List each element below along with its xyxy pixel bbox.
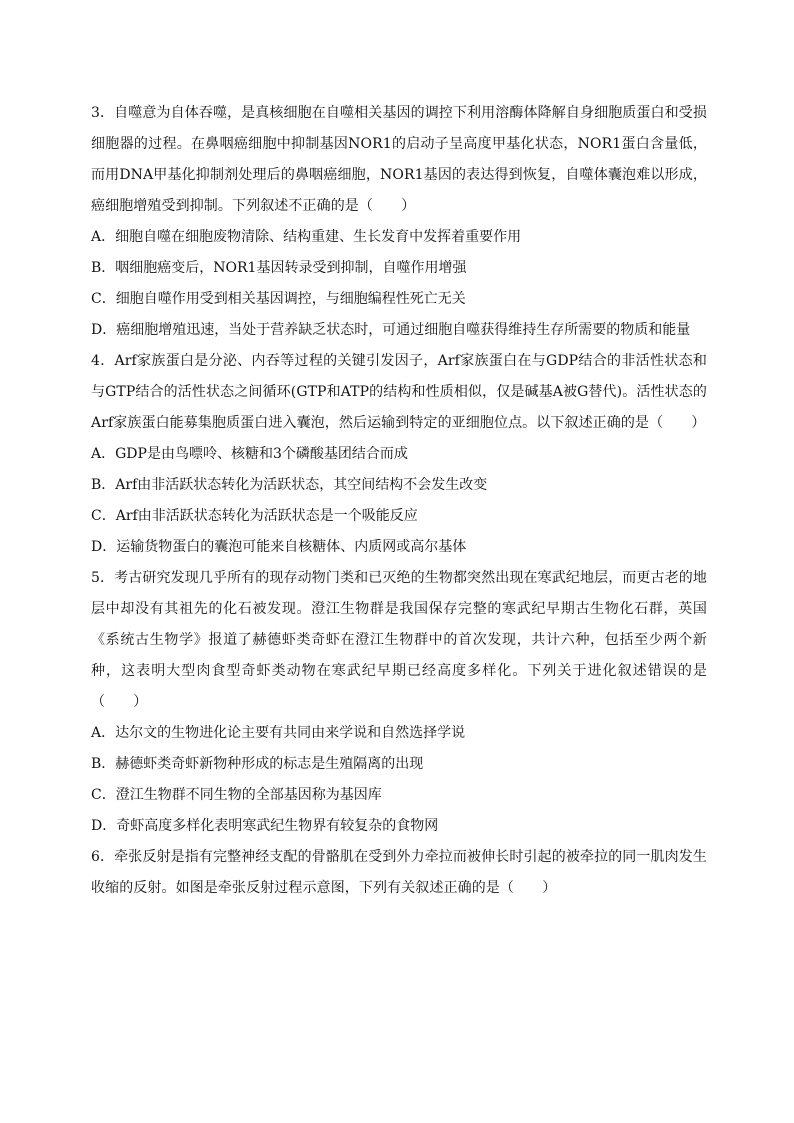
option-a: A．达尔文的生物进化论主要有共同由来学说和自然选择学说	[91, 725, 466, 741]
question-6	[91, 842, 707, 904]
option-d: D．运输货物蛋白的囊泡可能来自核糖体、内质网或高尔基体	[91, 539, 467, 555]
question-5	[91, 563, 707, 842]
option-b: B．Arf由非活跃状态转化为活跃状态，其空间结构不会发生改变	[91, 477, 488, 493]
option-a: A．GDP是由鸟嘌呤、核糖和3个磷酸基团结合而成	[91, 446, 408, 462]
question-stem: 3．自噬意为自体吞噬，是真核细胞在自噬相关基因的调控下利用溶酶体降解自身细胞质蛋白和受损细胞器的过程。在鼻咽癌细胞中抑制基因NOR1的启动子呈高度甲基化状态，NOR1蛋白含量低，而用DNA甲基化抑制剂处理后的鼻咽癌细胞，NOR1基因的表达得到恢复，自噬体囊泡难以形成，癌细胞增殖受到抑制。下列叙述不正确的是（ ）	[91, 105, 707, 214]
exam-page	[91, 98, 707, 904]
option-b: B．咽细胞癌变后，NOR1基因转录受到抑制，自噬作用增强	[91, 260, 467, 276]
option-a: A．细胞自噬在细胞废物清除、结构重建、生长发育中发挥着重要作用	[91, 229, 522, 245]
question-4	[91, 346, 707, 563]
question-3	[91, 98, 707, 346]
option-d: D．癌细胞增殖迅速，当处于营养缺乏状态时，可通过细胞自噬获得维持生存所需要的物质和能量	[91, 322, 691, 338]
option-c: C．Arf由非活跃状态转化为活跃状态是一个吸能反应	[91, 508, 418, 524]
option-c: C．细胞自噬作用受到相关基因调控，与细胞编程性死亡无关	[91, 291, 466, 307]
question-stem: 5．考古研究发现几乎所有的现存动物门类和已灭绝的生物都突然出现在寒武纪地层，而更古老的地层中却没有其祖先的化石被发现。澄江生物群是我国保存完整的寒武纪早期古生物化石群，英国《系统古生物学》报道了赫德虾类奇虾在澄江生物群中的首次发现，共计六种，包括至少两个新种，这表明大型肉食型奇虾类动物在寒武纪早期已经高度多样化。下列关于进化叙述错误的是（ ）	[91, 570, 707, 710]
option-d: D．奇虾高度多样化表明寒武纪生物界有较复杂的食物网	[91, 818, 439, 834]
option-c: C．澄江生物群不同生物的全部基因称为基因库	[91, 787, 382, 803]
option-b: B．赫德虾类奇虾新物种形成的标志是生殖隔离的出现	[91, 756, 424, 772]
question-stem: 4．Arf家族蛋白是分泌、内吞等过程的关键引发因子，Arf家族蛋白在与GDP结合的非活性状态和与GTP结合的活性状态之间循环(GTP和ATP的结构和性质相似，仅是碱基A被G替代)。活性状态的Arf家族蛋白能募集胞质蛋白进入囊泡，然后运输到特定的亚细胞位点。以下叙述正确的是（ ）	[91, 353, 707, 431]
question-stem: 6．牵张反射是指有完整神经支配的骨骼肌在受到外力牵拉而被伸长时引起的被牵拉的同一肌肉发生收缩的反射。如图是牵张反射过程示意图，下列有关叙述正确的是（ ）	[91, 849, 707, 896]
